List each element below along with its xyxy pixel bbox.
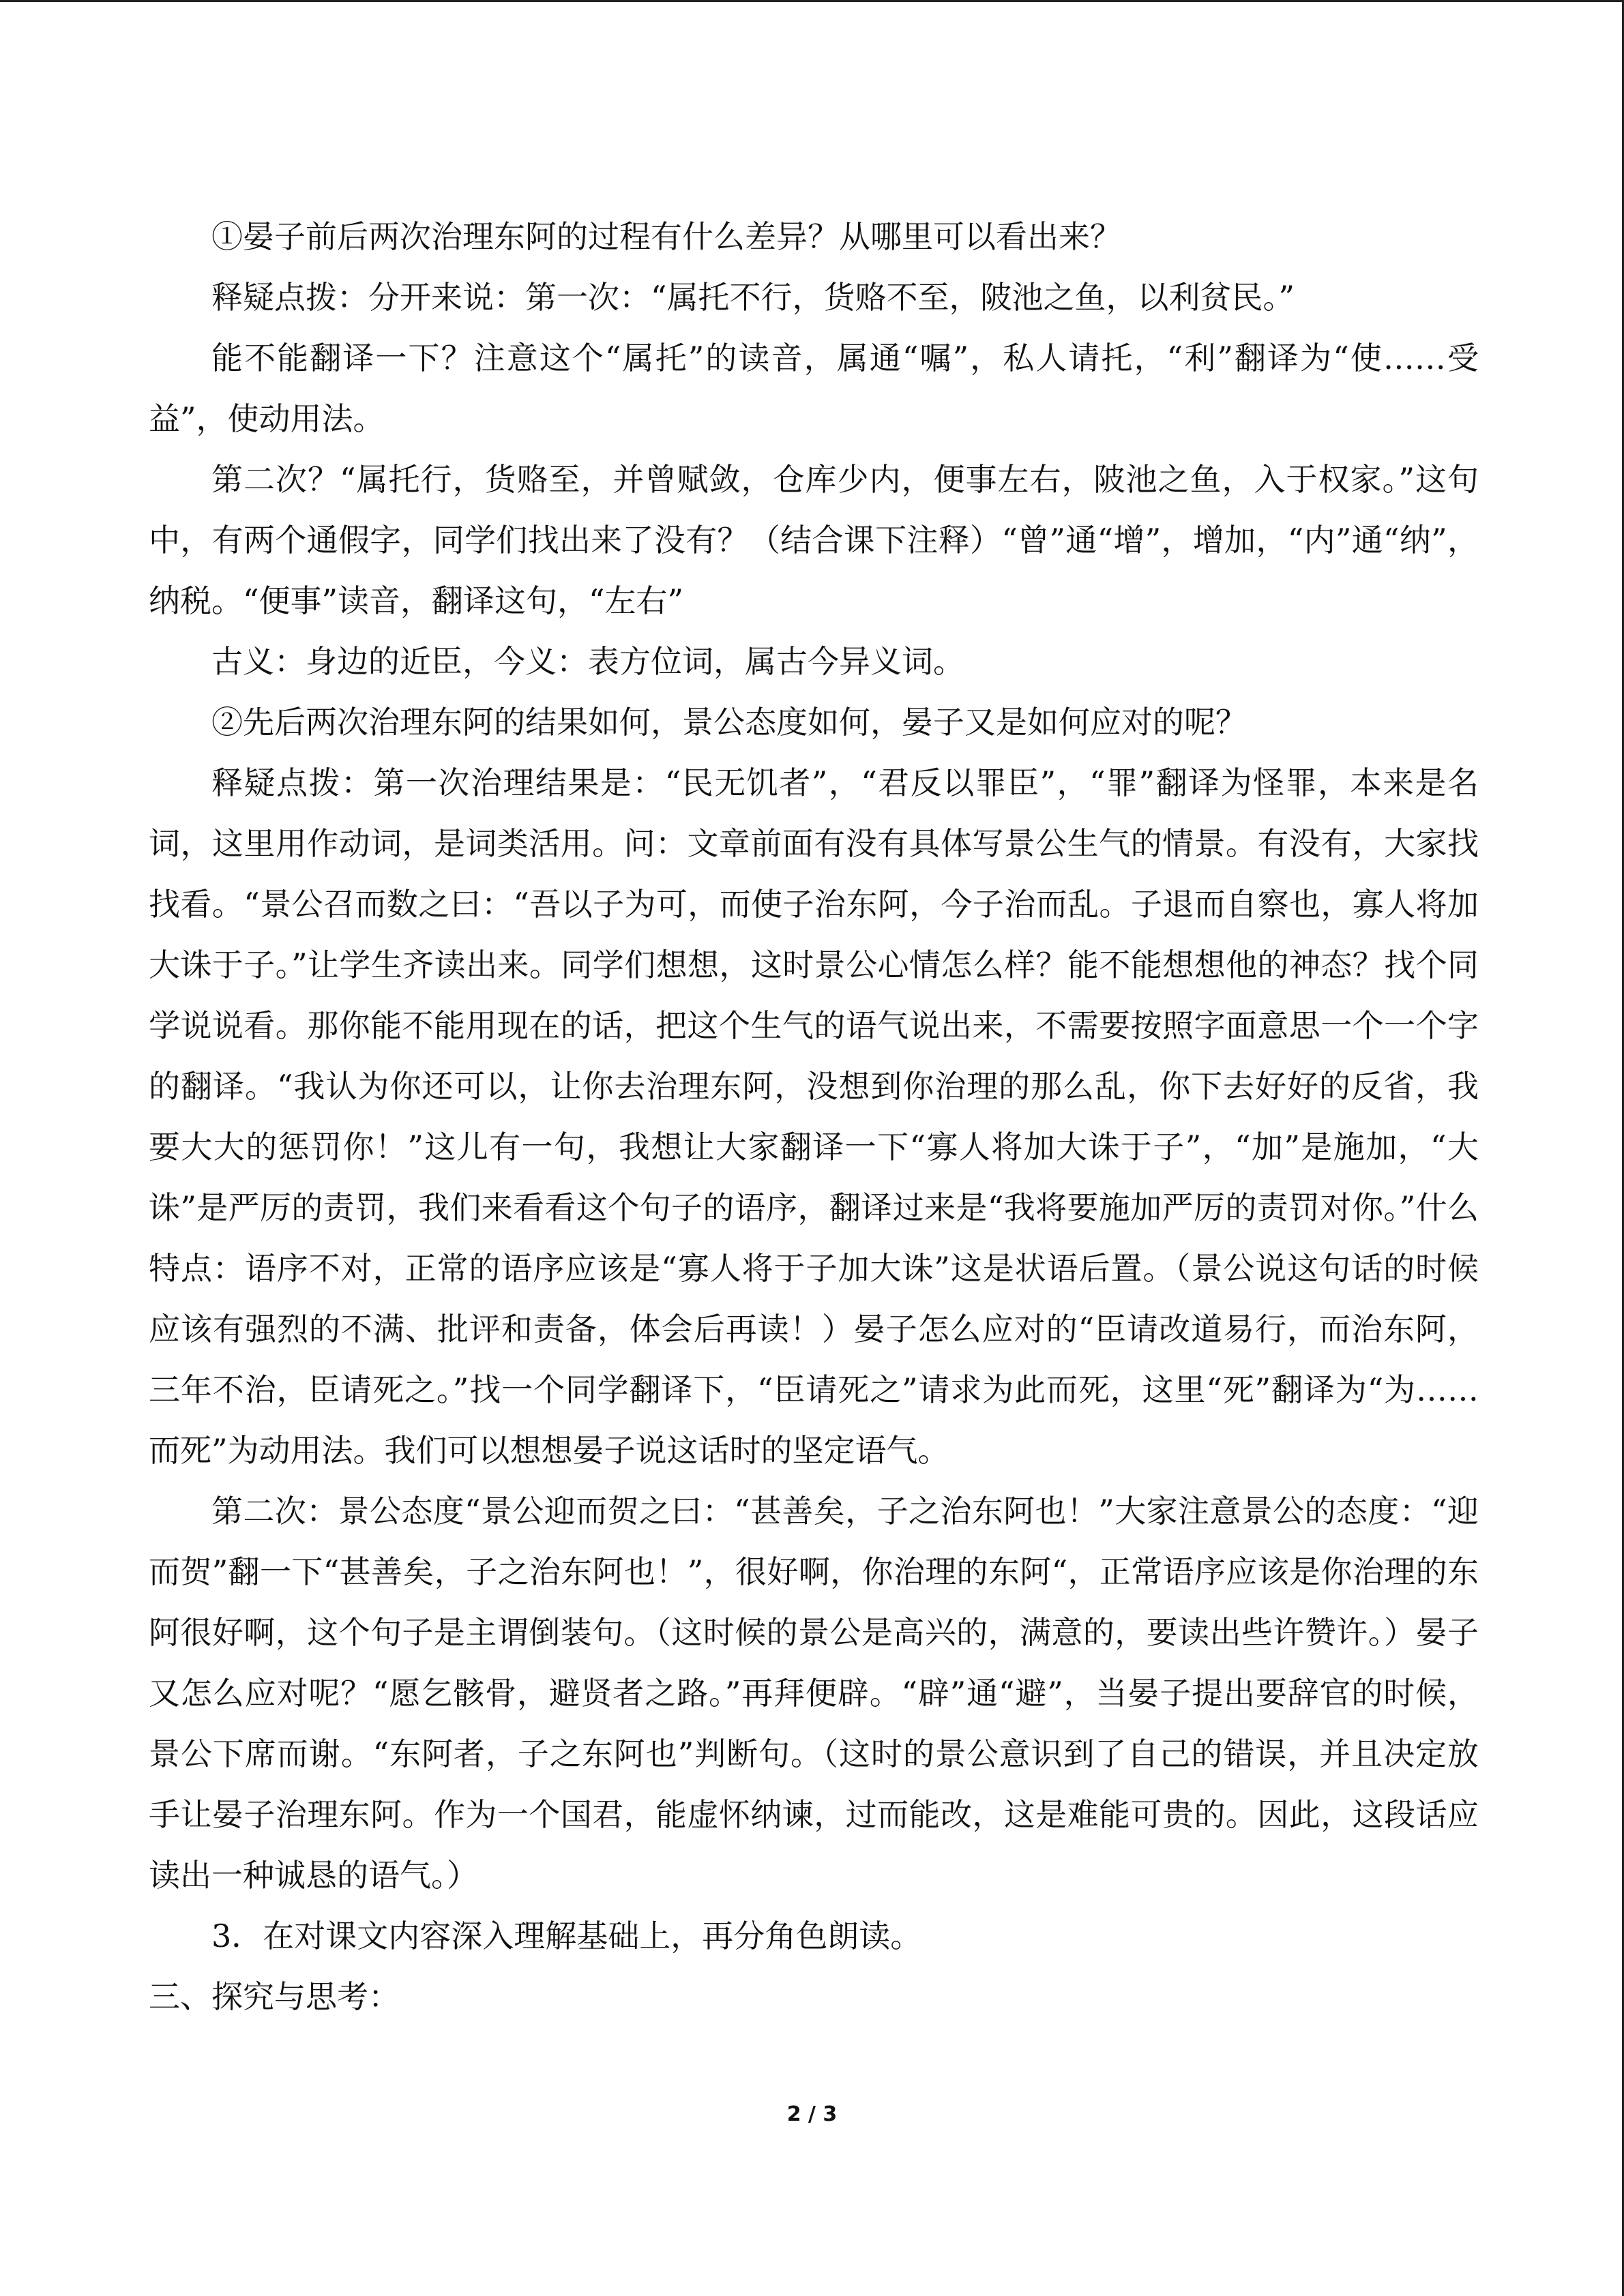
role-reading-paragraph: 3．在对课文内容深入理解基础上，再分角色朗读。	[211, 1918, 922, 1954]
hint-first-paragraph: 释疑点拨：分开来说：第一次：“属托不行，货赂不至，陂池之鱼，以利贫民。”	[211, 279, 1295, 316]
translation-note-paragraph: 能不能翻译一下？注意这个“属托”的读音，属通“嘱”，私人请托，“利”翻译为“使……受益”，使动用法。	[149, 340, 1479, 437]
question-2-paragraph: ②先后两次治理东阿的结果如何，景公态度如何，晏子又是如何应对的呢？	[211, 704, 1247, 741]
second-attitude-paragraph: 第二次：景公态度“景公迎而贺之曰：“甚善矣，子之治东阿也！”大家注意景公的态度：“迎而贺”翻一下“甚善矣，子之治东阿也！”，很好啊，你治理的东阿“，正常语序应该是你治理的东阿很好啊，这个句子是主谓倒装句。（这时候的景公是高兴的，满意的，要读出些许赞许。）晏子又怎么应对呢？“愿乞骸骨，避贤者之路。”再拜便辟。“辟”通“避”，当晏子提出要辞官的时候，景公下席而谢。“东阿者，子之东阿也”判断句。（这时的景公意识到了自己的错误，并且决定放手让晏子治理东阿。作为一个国君，能虚怀纳谏，过而能改，这是难能可贵的。因此，这段话应读出一种诚恳的语气。）	[149, 1493, 1479, 1894]
page-number: 2 / 3	[786, 2102, 838, 2126]
ancient-meaning-paragraph: 古义：身边的近臣，今义：表方位词，属古今异义词。	[211, 643, 964, 680]
second-time-paragraph: 第二次？“属托行，货赂至，并曾赋敛，仓库少内，便事左右，陂池之鱼，入于权家。”这句中，有两个通假字，同学们找出来了没有？（结合课下注释）“曾”通“增”，增加，“内”通“纳”，纳税。“便事”读音，翻译这句，“左右”	[149, 461, 1479, 619]
document-body	[149, 207, 1479, 2027]
hint-result-paragraph: 释疑点拨：第一次治理结果是：“民无饥者”，“君反以罪臣”，“罪”翻译为怪罪，本来是名词，这里用作动词，是词类活用。问：文章前面有没有具体写景公生气的情景。有没有，大家找找看。“景公召而数之曰：“吾以子为可，而使子治东阿，今子治而乱。子退而自察也，寡人将加大诛于子。”让学生齐读出来。同学们想想，这时景公心情怎么样？能不能想想他的神态？找个同学说说看。那你能不能用现在的话，把这个生气的语气说出来，不需要按照字面意思一个一个字的翻译。“我认为你还可以，让你去治理东阿，没想到你治理的那么乱，你下去好好的反省，我要大大的惩罚你！”这儿有一句，我想让大家翻译一下“寡人将加大诛于子”，“加”是施加，“大诛”是严厉的责罚，我们来看看这个句子的语序，翻译过来是“我将要施加严厉的责罚对你。”什么特点：语序不对，正常的语序应该是“寡人将于子加大诛”这是状语后置。（景公说这句话的时候应该有强烈的不满、批评和责备，体会后再读！）晏子怎么应对的“臣请改道易行，而治东阿，三年不治，臣请死之。”找一个同学翻译下，“臣请死之”请求为此而死，这里“死”翻译为“为……而死”为动用法。我们可以想想晏子说这话时的坚定语气。	[149, 764, 1479, 1469]
section-heading: 三、探究与思考：	[149, 1978, 400, 2015]
question-1-paragraph: ①晏子前后两次治理东阿的过程有什么差异？从哪里可以看出来？	[211, 218, 1121, 255]
